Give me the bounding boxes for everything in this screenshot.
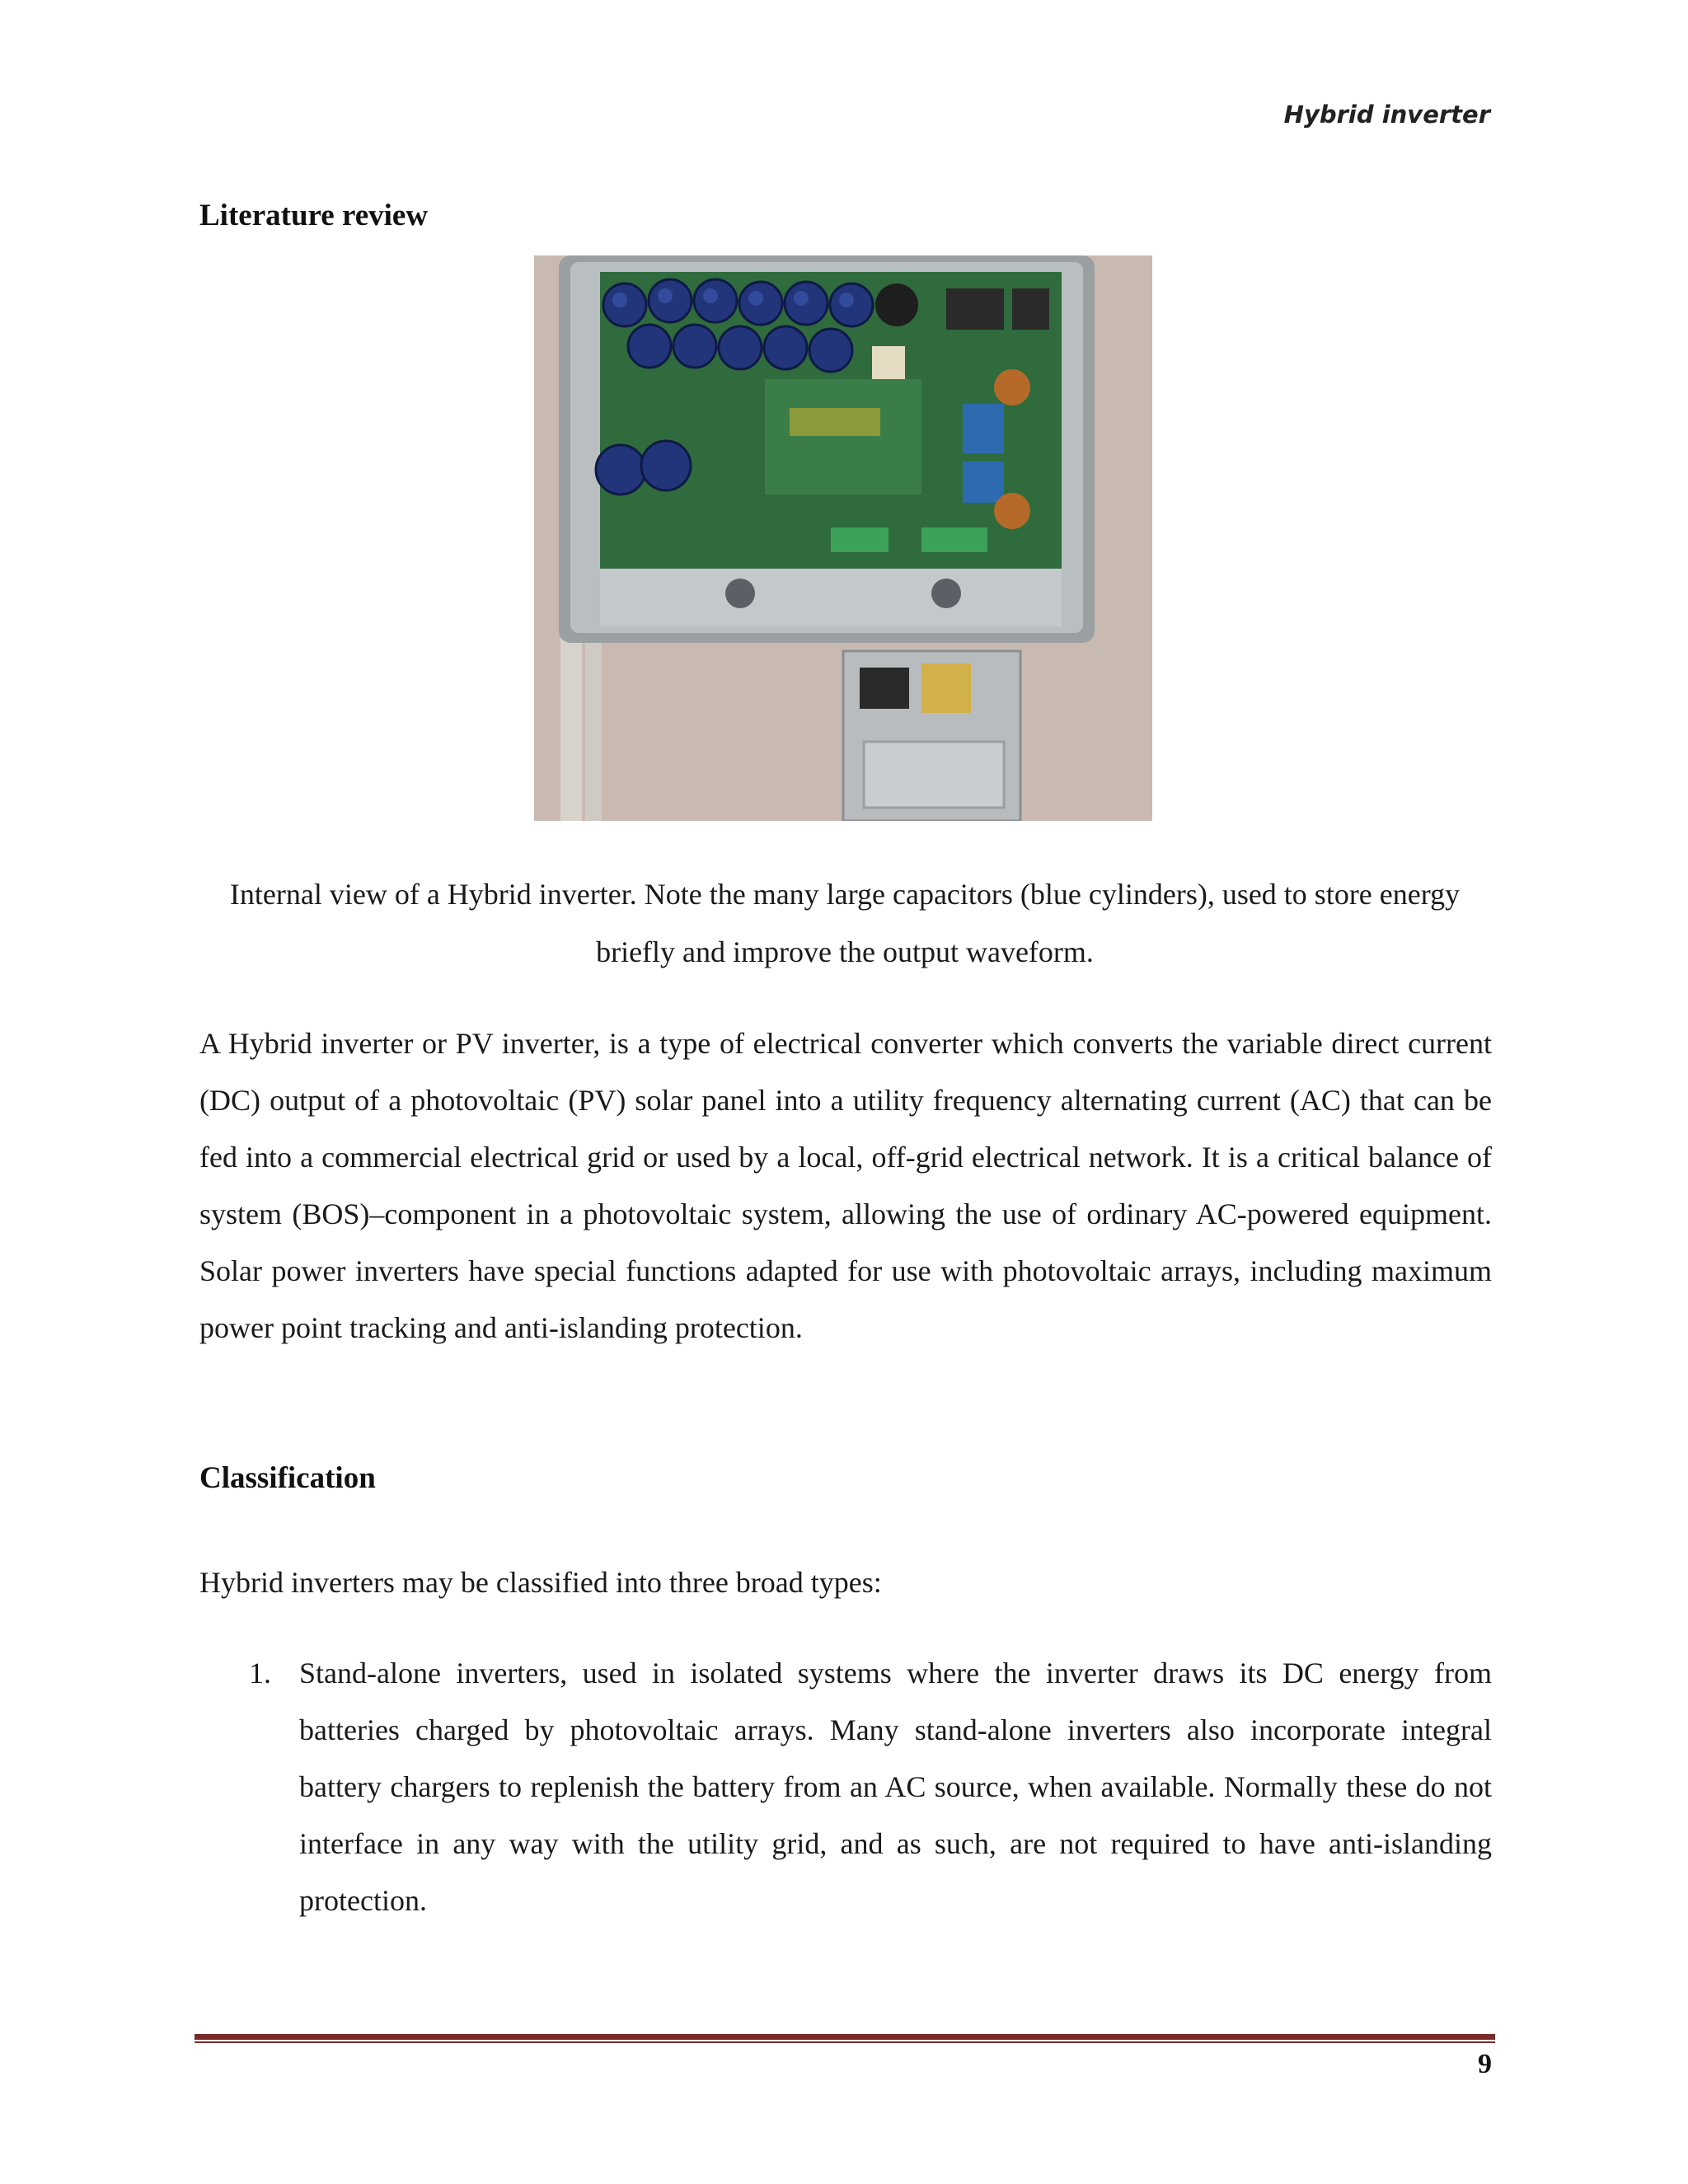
section-heading-literature-review: Literature review — [199, 199, 429, 232]
figure-caption: Internal view of a Hybrid inverter. Note the many large capacitors (blue cylinders), used to store energy briefly and improve the output waveform. — [229, 878, 1461, 968]
running-header: Hybrid inverter — [1283, 101, 1490, 129]
list-item-text: Stand-alone inverters, used in isolated systems where the inverter draws its DC energy from batteries charged by photovoltaic arrays. Many stand-alone inverters also incorporate integral battery chargers to replenish the battery from an AC source, when available. Normally these do not interface in any way with the utility grid, and as such, are not required to have anti-islanding protection. — [299, 1657, 1492, 1917]
footer-divider — [195, 2034, 1495, 2044]
intro-paragraph: A Hybrid inverter or PV inverter, is a type of electrical converter which converts the variable direct current (DC) output of a photovoltaic (PV) solar panel into a utility frequency alternating current (AC) that can be fed into a commercial electrical grid or used by a local, off-grid electrical network. It is a critical balance of system (BOS)–component in a photovoltaic system, allowing the use of ordinary AC-powered equipment. Solar power inverters have special functions adapted for use with photovoltaic arrays, including maximum power point tracking and anti-islanding protection. — [199, 1027, 1492, 1344]
types-intro-paragraph: Hybrid inverters may be classified into three broad types: — [199, 1566, 882, 1599]
section-heading-classification: Classification — [199, 1461, 376, 1495]
inverter-photo — [534, 255, 1152, 821]
page-number: 9 — [1478, 2049, 1492, 2079]
list-item-number: 1. — [249, 1657, 271, 1690]
